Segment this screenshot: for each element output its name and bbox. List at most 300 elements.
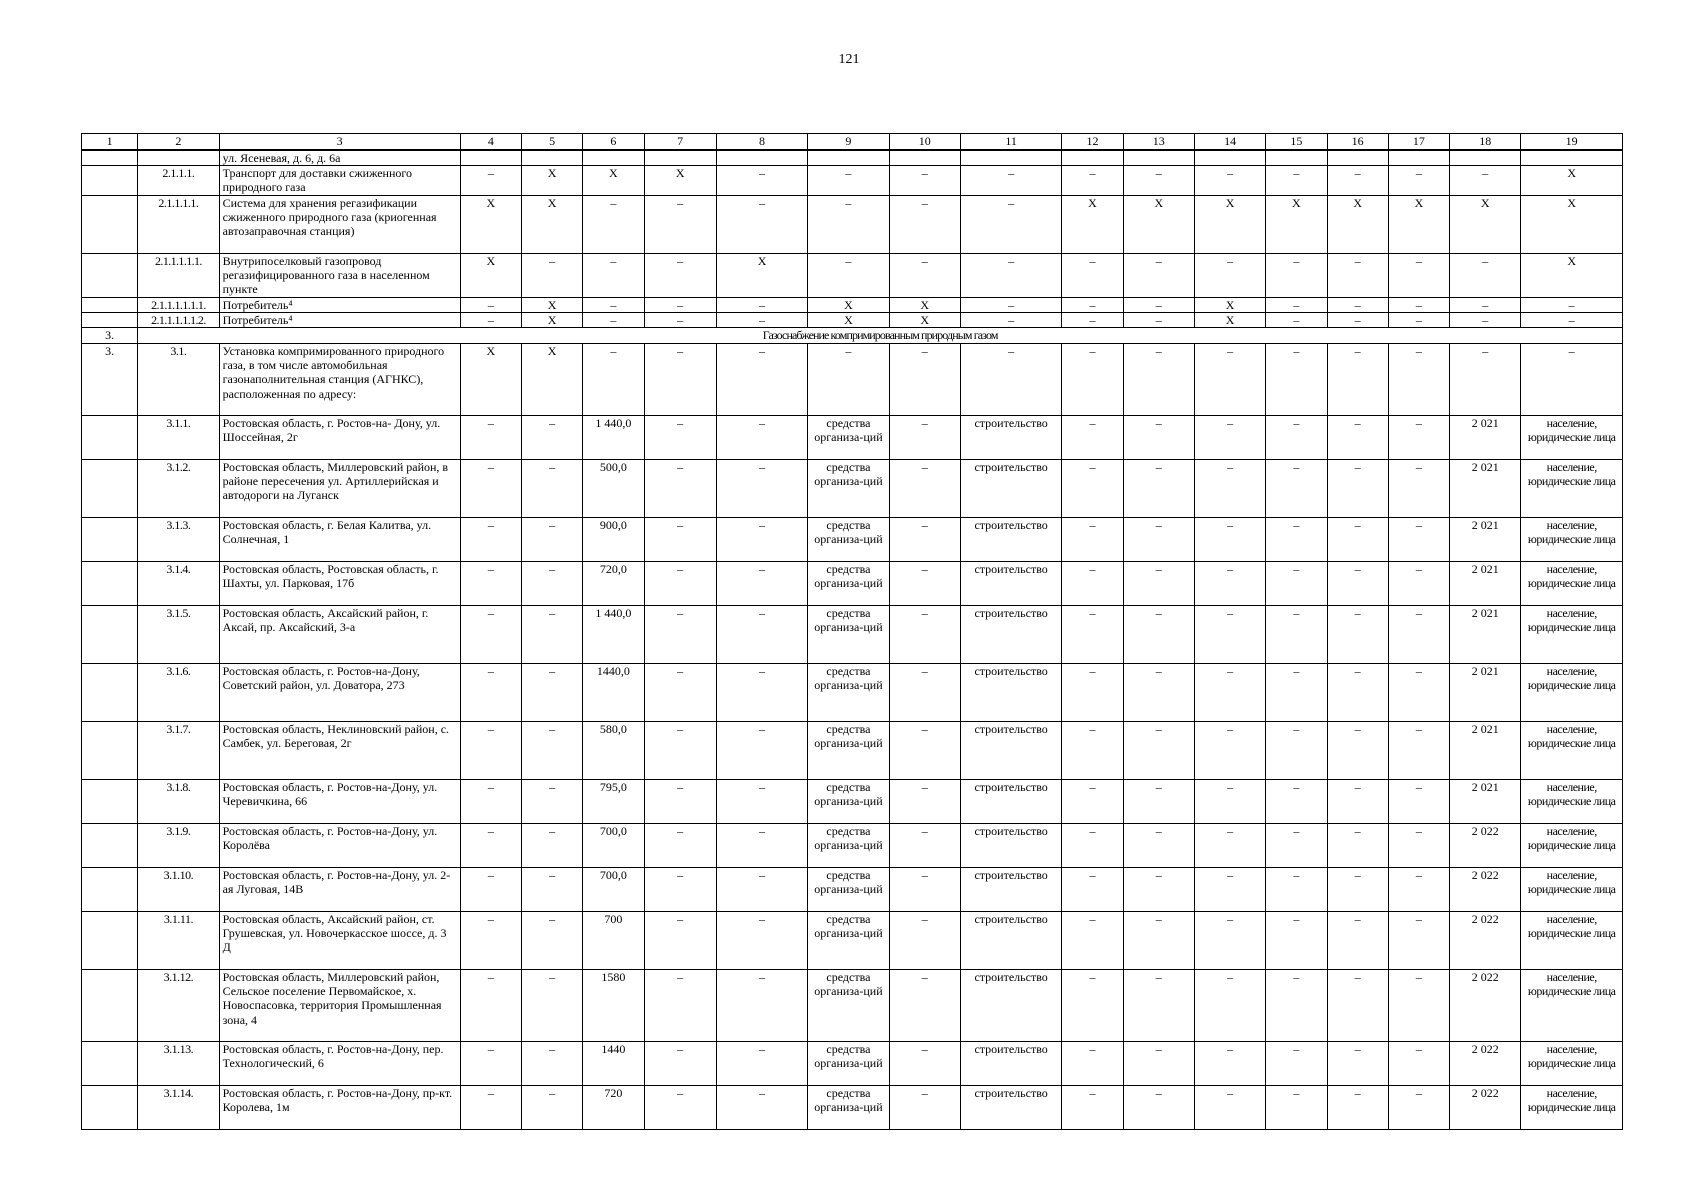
col16-value: – [1327, 970, 1388, 1042]
col7-value: – [644, 722, 716, 780]
row-number [82, 722, 138, 780]
year-value: 2 021 [1450, 416, 1521, 460]
item-id: 3.1.1. [138, 416, 219, 460]
column-number: 8 [716, 134, 807, 151]
col13-value: – [1123, 460, 1194, 518]
value-cell [808, 150, 889, 166]
value-cell [1123, 150, 1194, 166]
column-number: 7 [644, 134, 716, 151]
funding-source: средства организа-ций [808, 664, 889, 722]
funding-source: средства организа-ций [808, 970, 889, 1042]
row-number [82, 195, 138, 253]
value-cell: – [960, 312, 1061, 327]
value-cell: – [716, 297, 807, 312]
value-cell: X [1521, 195, 1623, 253]
item-description: Установка компримированного природного газа, в том числе автомобильная газонаполнительная станция (АГНКС), расположенная по адресу: [219, 344, 460, 416]
col13-value: – [1123, 664, 1194, 722]
item-description: Потребитель⁴ [219, 297, 460, 312]
col13-value: – [1123, 824, 1194, 868]
volume-value: 580,0 [583, 722, 644, 780]
table-row [82, 150, 1623, 166]
col7-value: – [644, 1086, 716, 1130]
value-cell: – [1327, 297, 1388, 312]
value-cell: – [808, 253, 889, 297]
item-description: Внутрипоселковый газопровод регазифицированного газа в населенном пункте [219, 253, 460, 297]
item-id: 2.1.1.1.1.1. [138, 253, 219, 297]
item-description: Потребитель⁴ [219, 312, 460, 327]
col13-value: – [1123, 416, 1194, 460]
row-number [82, 780, 138, 824]
col4-value: – [460, 460, 521, 518]
section-number: 3. [82, 328, 138, 344]
value-cell: X [1388, 195, 1449, 253]
column-number: 15 [1266, 134, 1327, 151]
column-number: 6 [583, 134, 644, 151]
consumers: население, юридические лица [1521, 722, 1623, 780]
col5-value: – [521, 912, 582, 970]
col16-value: – [1327, 824, 1388, 868]
value-cell: – [1450, 166, 1521, 195]
col4-value: – [460, 970, 521, 1042]
address: Ростовская область, г. Ростов-на-Дону, ул. Королёва [219, 824, 460, 868]
consumers: население, юридические лица [1521, 518, 1623, 562]
consumers: население, юридические лица [1521, 780, 1623, 824]
col17-value: – [1388, 460, 1449, 518]
col14-value: – [1194, 416, 1265, 460]
item-id: 3.1.13. [138, 1042, 219, 1086]
work-type: строительство [960, 722, 1061, 780]
item-description: ул. Ясеневая, д. 6, д. 6а [219, 150, 460, 166]
col17-value: – [1388, 824, 1449, 868]
col10-value: – [889, 868, 960, 912]
col4-value: – [460, 664, 521, 722]
value-cell: – [1450, 312, 1521, 327]
table-row [82, 912, 1623, 970]
row-number [82, 297, 138, 312]
value-cell: – [889, 166, 960, 195]
value-cell [1266, 150, 1327, 166]
consumers: население, юридические лица [1521, 912, 1623, 970]
col7-value: – [644, 824, 716, 868]
value-cell: – [583, 195, 644, 253]
col5-value: – [521, 722, 582, 780]
row-number [82, 253, 138, 297]
value-cell: – [1062, 344, 1123, 416]
col12-value: – [1062, 1042, 1123, 1086]
value-cell: – [1388, 312, 1449, 327]
col12-value: – [1062, 722, 1123, 780]
item-id: 2.1.1.1.1. [138, 195, 219, 253]
row-number [82, 1086, 138, 1130]
col4-value: – [460, 606, 521, 664]
col17-value: – [1388, 664, 1449, 722]
col16-value: – [1327, 1086, 1388, 1130]
col15-value: – [1266, 1042, 1327, 1086]
work-type: строительство [960, 970, 1061, 1042]
col5-value: – [521, 562, 582, 606]
value-cell: X [644, 166, 716, 195]
value-cell: – [808, 195, 889, 253]
value-cell: – [716, 195, 807, 253]
value-cell: – [644, 195, 716, 253]
col8-value: – [716, 824, 807, 868]
column-number-row [82, 134, 1623, 151]
consumers: население, юридические лица [1521, 562, 1623, 606]
table-row [82, 416, 1623, 460]
value-cell: – [1194, 166, 1265, 195]
year-value: 2 022 [1450, 824, 1521, 868]
value-cell [716, 150, 807, 166]
item-id: 3.1.3. [138, 518, 219, 562]
table-row [82, 868, 1623, 912]
column-number: 17 [1388, 134, 1449, 151]
value-cell: – [1123, 297, 1194, 312]
value-cell [889, 150, 960, 166]
value-cell: – [1123, 344, 1194, 416]
value-cell: – [1450, 297, 1521, 312]
col8-value: – [716, 460, 807, 518]
value-cell: – [889, 253, 960, 297]
table-row [82, 518, 1623, 562]
address: Ростовская область, г. Ростов-на-Дону, ул. Черевичкина, 66 [219, 780, 460, 824]
table-row [82, 780, 1623, 824]
volume-value: 1 440,0 [583, 606, 644, 664]
col12-value: – [1062, 664, 1123, 722]
work-type: строительство [960, 664, 1061, 722]
column-number: 4 [460, 134, 521, 151]
value-cell: X [808, 297, 889, 312]
volume-value: 795,0 [583, 780, 644, 824]
item-id: 2.1.1.1.1.1.1. [138, 297, 219, 312]
col10-value: – [889, 664, 960, 722]
col7-value: – [644, 416, 716, 460]
col12-value: – [1062, 868, 1123, 912]
col5-value: – [521, 1086, 582, 1130]
value-cell: X [460, 253, 521, 297]
work-type: строительство [960, 460, 1061, 518]
row-number [82, 868, 138, 912]
value-cell: X [1062, 195, 1123, 253]
col14-value: – [1194, 664, 1265, 722]
funding-source: средства организа-ций [808, 1042, 889, 1086]
value-cell: – [1194, 253, 1265, 297]
col15-value: – [1266, 912, 1327, 970]
col12-value: – [1062, 780, 1123, 824]
col14-value: – [1194, 518, 1265, 562]
row-number [82, 312, 138, 327]
work-type: строительство [960, 1042, 1061, 1086]
row-number [82, 416, 138, 460]
value-cell: – [1194, 344, 1265, 416]
value-cell: – [1123, 312, 1194, 327]
col14-value: – [1194, 780, 1265, 824]
consumers: население, юридические лица [1521, 868, 1623, 912]
address: Ростовская область, г. Белая Калитва, ул. Солнечная, 1 [219, 518, 460, 562]
consumers: население, юридические лица [1521, 606, 1623, 664]
col14-value: – [1194, 1086, 1265, 1130]
col5-value: – [521, 868, 582, 912]
column-number: 14 [1194, 134, 1265, 151]
col8-value: – [716, 518, 807, 562]
col7-value: – [644, 664, 716, 722]
column-number: 11 [960, 134, 1061, 151]
work-type: строительство [960, 416, 1061, 460]
row-number [82, 150, 138, 166]
value-cell [960, 150, 1061, 166]
volume-value: 1580 [583, 970, 644, 1042]
col5-value: – [521, 460, 582, 518]
col10-value: – [889, 970, 960, 1042]
value-cell: – [1388, 253, 1449, 297]
table-row [82, 722, 1623, 780]
value-cell: – [960, 297, 1061, 312]
table-row [82, 606, 1623, 664]
work-type: строительство [960, 824, 1061, 868]
value-cell: – [460, 166, 521, 195]
value-cell: – [808, 344, 889, 416]
col4-value: – [460, 824, 521, 868]
col13-value: – [1123, 1042, 1194, 1086]
value-cell: – [583, 344, 644, 416]
consumers: население, юридические лица [1521, 970, 1623, 1042]
funding-source: средства организа-ций [808, 868, 889, 912]
col5-value: – [521, 606, 582, 664]
table-row [82, 297, 1623, 312]
volume-value: 700 [583, 912, 644, 970]
year-value: 2 022 [1450, 868, 1521, 912]
value-cell: – [1266, 344, 1327, 416]
address: Ростовская область, г. Ростов-на-Дону, ул. 2-ая Луговая, 14В [219, 868, 460, 912]
col14-value: – [1194, 722, 1265, 780]
address: Ростовская область, г. Ростов-на-Дону, пр-кт. Королева, 1м [219, 1086, 460, 1130]
item-id: 3.1.5. [138, 606, 219, 664]
year-value: 2 021 [1450, 460, 1521, 518]
col15-value: – [1266, 722, 1327, 780]
col15-value: – [1266, 868, 1327, 912]
table-row [82, 562, 1623, 606]
table-row [82, 824, 1623, 868]
col15-value: – [1266, 562, 1327, 606]
value-cell: – [960, 344, 1061, 416]
col12-value: – [1062, 562, 1123, 606]
col15-value: – [1266, 518, 1327, 562]
col17-value: – [1388, 562, 1449, 606]
value-cell: – [1266, 166, 1327, 195]
col13-value: – [1123, 722, 1194, 780]
item-id: 2.1.1.1.1.1.2. [138, 312, 219, 327]
value-cell: X [1266, 195, 1327, 253]
col8-value: – [716, 1086, 807, 1130]
col8-value: – [716, 868, 807, 912]
value-cell: X [521, 297, 582, 312]
value-cell: – [1327, 312, 1388, 327]
value-cell: X [889, 297, 960, 312]
value-cell [1194, 150, 1265, 166]
page-number: 121 [838, 52, 860, 67]
table-row [82, 195, 1623, 253]
col16-value: – [1327, 416, 1388, 460]
col7-value: – [644, 868, 716, 912]
item-id: 3.1.6. [138, 664, 219, 722]
year-value: 2 021 [1450, 518, 1521, 562]
item-id: 3.1.11. [138, 912, 219, 970]
funding-source: средства организа-ций [808, 912, 889, 970]
value-cell: X [1521, 166, 1623, 195]
value-cell [1388, 150, 1449, 166]
consumers: население, юридические лица [1521, 824, 1623, 868]
value-cell: X [716, 253, 807, 297]
item-id [138, 150, 219, 166]
col16-value: – [1327, 1042, 1388, 1086]
col10-value: – [889, 780, 960, 824]
row-number [82, 912, 138, 970]
value-cell: – [1062, 312, 1123, 327]
table-row [82, 344, 1623, 416]
col12-value: – [1062, 518, 1123, 562]
address: Ростовская область, г. Ростов-на-Дону, Советский район, ул. Доватора, 273 [219, 664, 460, 722]
col8-value: – [716, 562, 807, 606]
value-cell: X [1194, 297, 1265, 312]
value-cell [644, 150, 716, 166]
col17-value: – [1388, 970, 1449, 1042]
col7-value: – [644, 606, 716, 664]
col17-value: – [1388, 868, 1449, 912]
value-cell: – [1450, 344, 1521, 416]
col14-value: – [1194, 970, 1265, 1042]
col10-value: – [889, 1086, 960, 1130]
section-title: Газоснабжение компримированным природным газом [138, 328, 1623, 344]
col16-value: – [1327, 868, 1388, 912]
address: Ростовская область, Неклиновский район, с. Самбек, ул. Береговая, 2г [219, 722, 460, 780]
value-cell: – [1327, 253, 1388, 297]
value-cell: – [808, 166, 889, 195]
consumers: население, юридические лица [1521, 460, 1623, 518]
funding-source: средства организа-ций [808, 606, 889, 664]
col7-value: – [644, 518, 716, 562]
gas-supply-table [81, 133, 1623, 1130]
col15-value: – [1266, 664, 1327, 722]
col8-value: – [716, 416, 807, 460]
value-cell: – [1388, 166, 1449, 195]
col15-value: – [1266, 606, 1327, 664]
column-number: 19 [1521, 134, 1623, 151]
col12-value: – [1062, 970, 1123, 1042]
row-number [82, 460, 138, 518]
row-number [82, 562, 138, 606]
col4-value: – [460, 416, 521, 460]
value-cell: – [1388, 297, 1449, 312]
value-cell: – [1327, 166, 1388, 195]
col5-value: – [521, 970, 582, 1042]
col10-value: – [889, 912, 960, 970]
col13-value: – [1123, 912, 1194, 970]
year-value: 2 021 [1450, 606, 1521, 664]
funding-source: средства организа-ций [808, 518, 889, 562]
col8-value: – [716, 912, 807, 970]
col17-value: – [1388, 416, 1449, 460]
consumers: население, юридические лица [1521, 1086, 1623, 1130]
col4-value: – [460, 1042, 521, 1086]
row-number [82, 518, 138, 562]
item-id: 3.1.14. [138, 1086, 219, 1130]
col4-value: – [460, 780, 521, 824]
value-cell: X [808, 312, 889, 327]
work-type: строительство [960, 780, 1061, 824]
col12-value: – [1062, 416, 1123, 460]
item-description: Система для хранения регазификации сжиженного природного газа (криогенная автозаправочная станция) [219, 195, 460, 253]
value-cell: – [644, 344, 716, 416]
col16-value: – [1327, 722, 1388, 780]
value-cell: X [521, 312, 582, 327]
item-id: 3.1.8. [138, 780, 219, 824]
table-row [82, 664, 1623, 722]
col4-value: – [460, 868, 521, 912]
value-cell: X [521, 344, 582, 416]
value-cell: – [960, 195, 1061, 253]
table-body [82, 134, 1623, 1130]
col13-value: – [1123, 970, 1194, 1042]
work-type: строительство [960, 562, 1061, 606]
col16-value: – [1327, 664, 1388, 722]
value-cell: – [889, 195, 960, 253]
value-cell: – [1266, 297, 1327, 312]
item-id: 3.1.9. [138, 824, 219, 868]
column-number: 18 [1450, 134, 1521, 151]
value-cell: – [960, 166, 1061, 195]
col8-value: – [716, 606, 807, 664]
col7-value: – [644, 562, 716, 606]
funding-source: средства организа-ций [808, 824, 889, 868]
value-cell: X [1521, 253, 1623, 297]
item-id: 3.1.12. [138, 970, 219, 1042]
section-row [82, 328, 1623, 344]
value-cell: – [889, 344, 960, 416]
col15-value: – [1266, 780, 1327, 824]
col13-value: – [1123, 606, 1194, 664]
col17-value: – [1388, 722, 1449, 780]
col16-value: – [1327, 562, 1388, 606]
column-number: 5 [521, 134, 582, 151]
address: Ростовская область, г. Ростов-на-Дону, пер. Технологический, 6 [219, 1042, 460, 1086]
volume-value: 720,0 [583, 562, 644, 606]
col14-value: – [1194, 912, 1265, 970]
value-cell [521, 150, 582, 166]
table-row [82, 253, 1623, 297]
col8-value: – [716, 1042, 807, 1086]
col7-value: – [644, 912, 716, 970]
address: Ростовская область, Аксайский район, ст. Грушевская, ул. Новочеркасское шоссе, д. 3 Д [219, 912, 460, 970]
col16-value: – [1327, 606, 1388, 664]
column-number: 12 [1062, 134, 1123, 151]
col12-value: – [1062, 606, 1123, 664]
funding-source: средства организа-ций [808, 1086, 889, 1130]
row-number [82, 970, 138, 1042]
table-row [82, 312, 1623, 327]
col7-value: – [644, 460, 716, 518]
col4-value: – [460, 1086, 521, 1130]
volume-value: 1440,0 [583, 664, 644, 722]
value-cell [1327, 150, 1388, 166]
value-cell: X [460, 195, 521, 253]
col4-value: – [460, 562, 521, 606]
volume-value: 500,0 [583, 460, 644, 518]
col7-value: – [644, 780, 716, 824]
value-cell: – [583, 297, 644, 312]
col17-value: – [1388, 606, 1449, 664]
col8-value: – [716, 664, 807, 722]
value-cell: X [521, 166, 582, 195]
value-cell: X [1450, 195, 1521, 253]
